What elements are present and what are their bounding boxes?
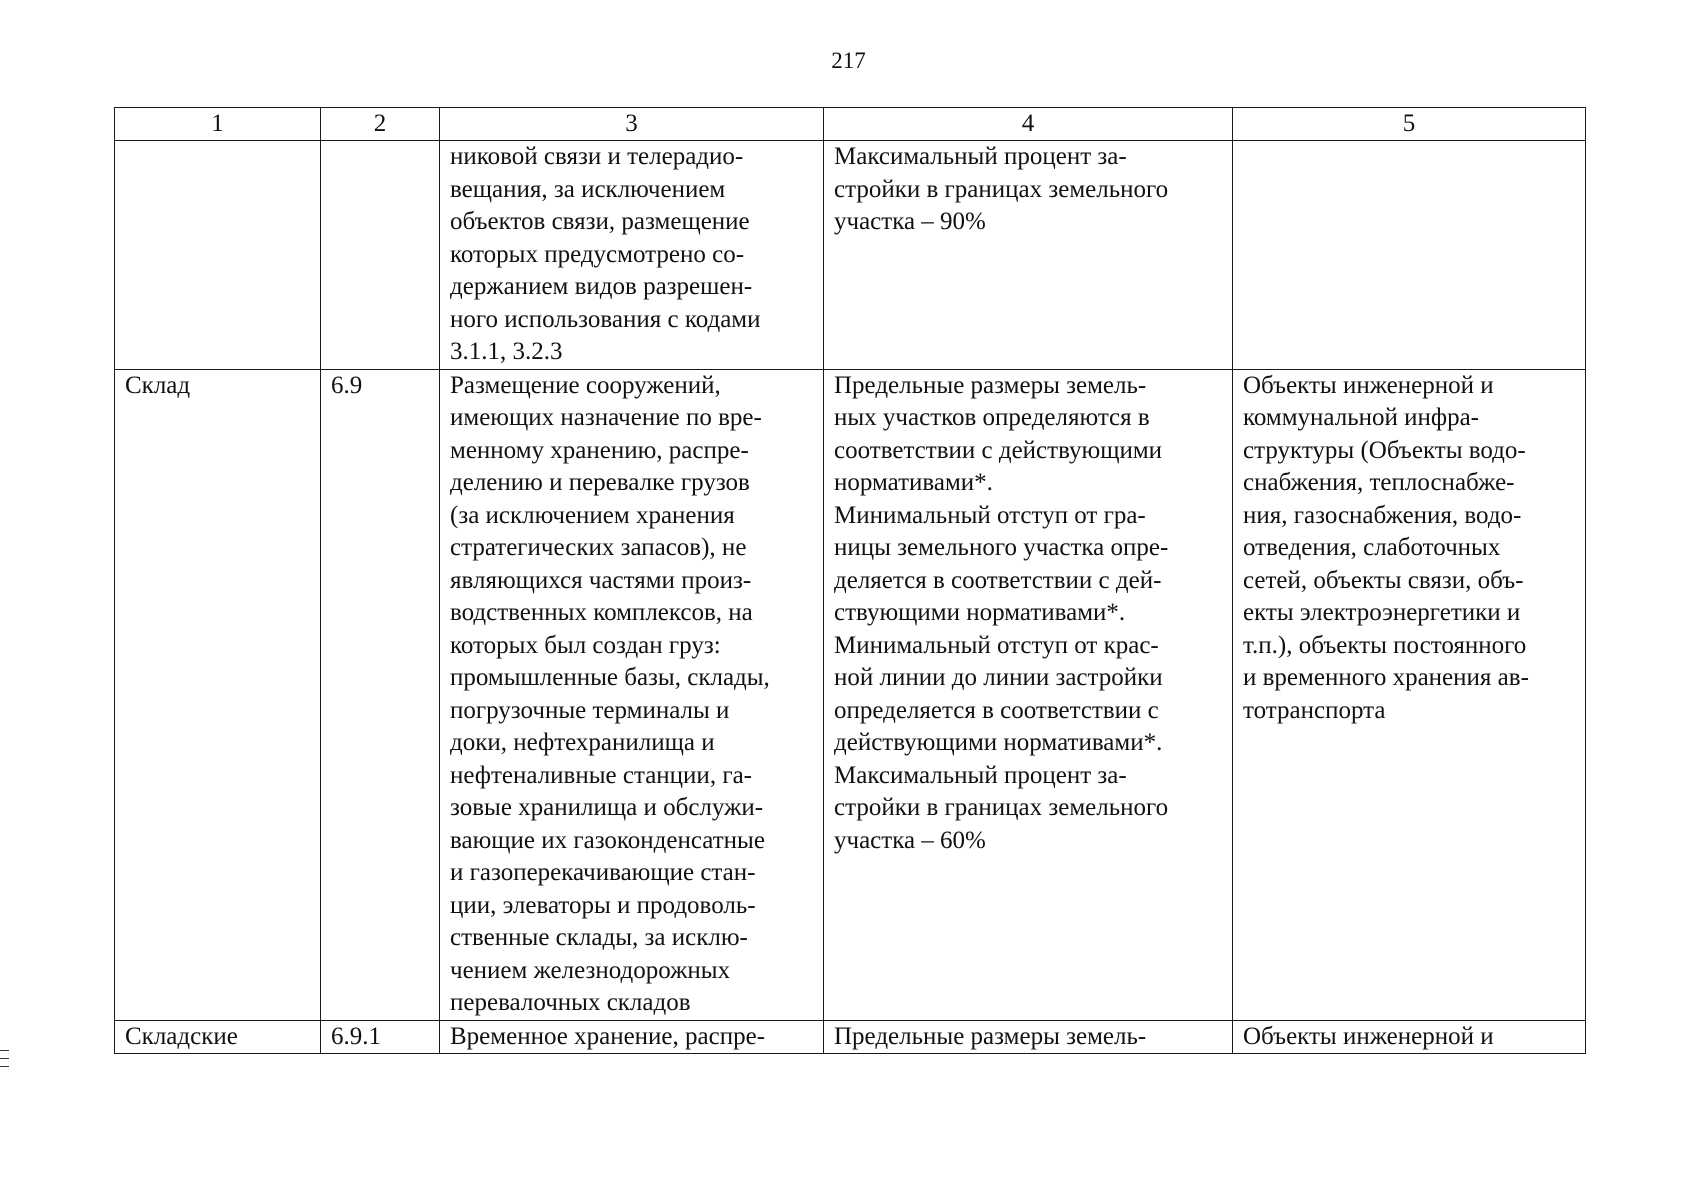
table-row — [115, 1020, 1586, 1054]
column-number-1: 1 — [115, 108, 321, 141]
use-description-cell — [440, 1020, 824, 1054]
use-type-name: Складские — [125, 1022, 238, 1050]
page-number: 217 — [831, 48, 866, 73]
parameters-text: Предельные размеры земель- — [834, 1022, 1147, 1050]
auxiliary-uses-text: Объекты инженерной и коммунальной инфра- структуры (Объекты водо- снабжения, теплоснабже- ния, газоснабжения, водо- отведения, слаботочных сетей, объекты связи, объ- екты электроэнергетики и т.п.), объекты постоянного и временного хранения ав- тотранспорта — [1243, 371, 1529, 724]
use-description-cell — [440, 141, 824, 370]
auxiliary-uses-cell — [1233, 141, 1586, 370]
edge-mark-line — [0, 1058, 9, 1059]
column-number-5: 5 — [1233, 108, 1586, 141]
column-number-2: 2 — [321, 108, 440, 141]
column-number-3: 3 — [440, 108, 824, 141]
parameters-cell — [824, 369, 1233, 1020]
table-row — [115, 369, 1586, 1020]
use-description: Размещение сооружений, имеющих назначение по вре- менному хранению, распре- делению и перевалке грузов (за исключением хранения стратегических запасов), не являющихся частями произ- водственных комплексов, на которых был создан груз: промышленные базы, склады, погрузочные терминалы и доки, нефтехранилища и нефтеналивные станции, га- зовые хранилища и обслужи- вающие их газоконденсатные и газоперекачивающие стан- ции, элеваторы и продоволь- ственные склады, за исклю- чением железнодорожных перевалочных складов — [450, 371, 770, 1016]
use-description: никовой связи и телерадио- вещания, за исключением объектов связи, размещение которых предусмотрено со- держанием видов разрешен- ного использования с кодами 3.1.1, 3.2.3 — [450, 143, 761, 365]
use-code-cell — [321, 141, 440, 370]
parameters-cell — [824, 1020, 1233, 1054]
edge-mark-line — [0, 1050, 9, 1051]
scan-edge-marks — [0, 1050, 9, 1074]
column-number-row — [115, 108, 1586, 141]
zoning-table — [114, 107, 1586, 1054]
column-number-4: 4 — [824, 108, 1233, 141]
use-code: 6.9.1 — [331, 1022, 381, 1050]
use-description-cell — [440, 369, 824, 1020]
parameters-text: Максимальный процент за- стройки в границах земельного участка – 90% — [834, 143, 1169, 235]
use-code-cell — [321, 1020, 440, 1054]
use-code: 6.9 — [331, 371, 363, 399]
use-description: Временное хранение, распре- — [450, 1022, 766, 1050]
edge-mark-line — [0, 1066, 9, 1067]
parameters-text: Предельные размеры земель- ных участков определяются в соответствии с действующими нормативами*. Минимальный отступ от гра- ницы земельного участка опре- деляется в соответствии с дей- ствующими нормативами*. Минимальный отступ от крас- ной линии до линии застройки определяется в соответствии с действующими нормативами*. Максимальный процент за- стройки в границах земельного участка – 60% — [834, 371, 1169, 854]
use-code-cell — [321, 369, 440, 1020]
use-type-name-cell — [115, 1020, 321, 1054]
use-type-name: Склад — [125, 371, 191, 399]
auxiliary-uses-cell — [1233, 369, 1586, 1020]
auxiliary-uses-cell — [1233, 1020, 1586, 1054]
table-row — [115, 141, 1586, 370]
auxiliary-uses-text: Объекты инженерной и — [1243, 1022, 1494, 1050]
use-type-name-cell — [115, 369, 321, 1020]
use-type-name-cell — [115, 141, 321, 370]
parameters-cell — [824, 141, 1233, 370]
